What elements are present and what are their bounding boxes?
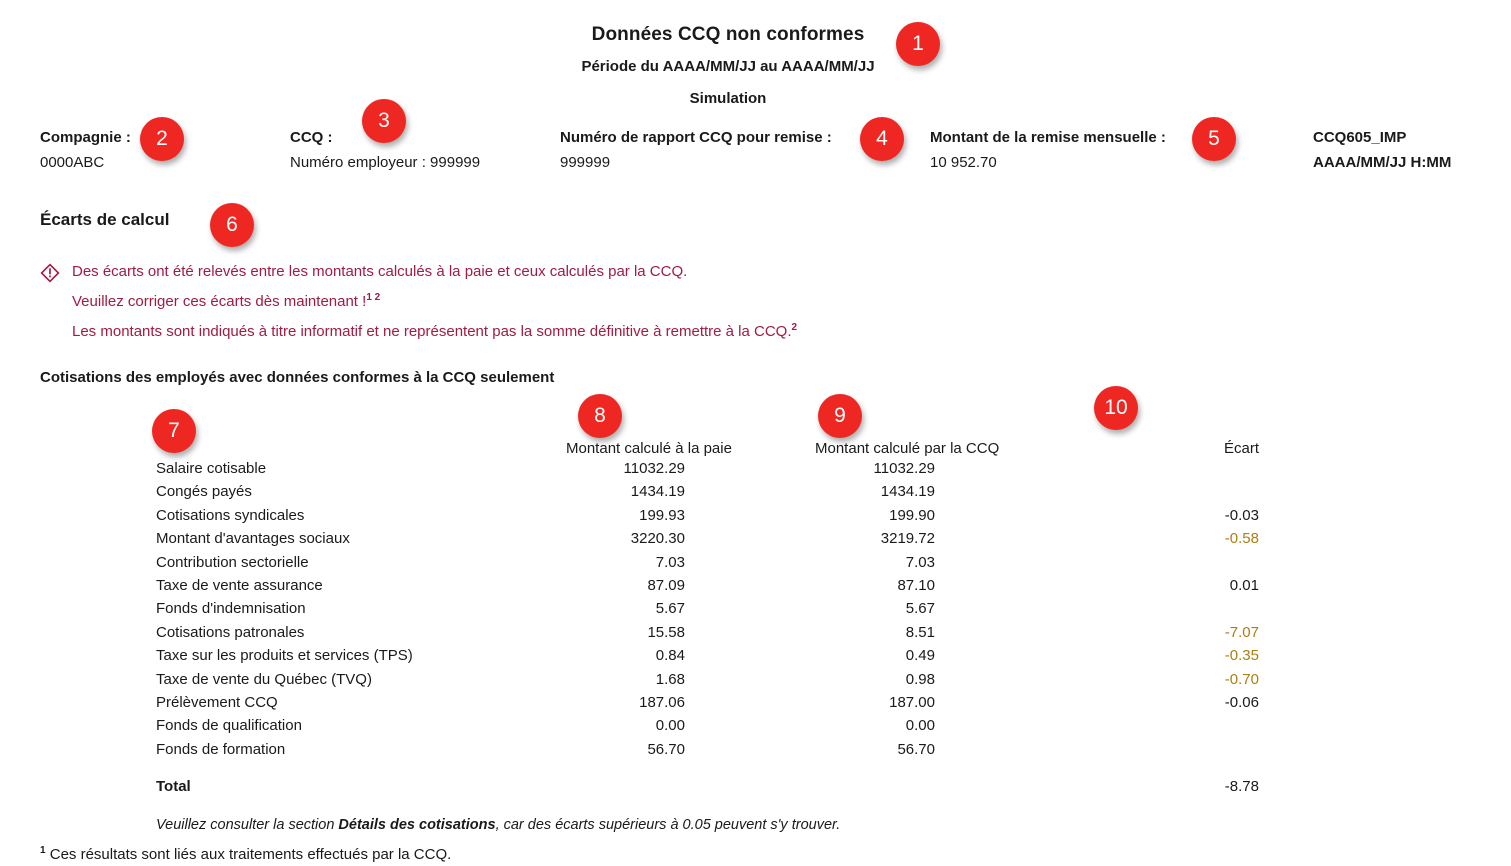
header-value-numero-rapport: 999999 [560,154,611,171]
cell-ecart: 0.01 [1229,577,1259,595]
cell-name: Contribution sectorielle [156,553,309,571]
cell-tail [1259,457,1511,480]
cell-montant-paie: 5.67 [655,600,685,618]
cell-name: Fonds d'indemnisation [156,600,306,618]
footnote-ref: 2 [791,322,798,333]
table-row [0,480,1511,503]
cell-montant-paie: 199.93 [639,506,685,524]
row-indent [0,457,156,480]
cell-montant-ccq: 5.67 [905,600,935,618]
cell-gap-1 [685,527,815,550]
table-row [0,597,1511,620]
cell-gap-1 [685,668,815,691]
row-indent [0,527,156,550]
cell-ecart [1139,457,1259,480]
cell-gap-2 [935,527,1139,550]
table-row [0,504,1511,527]
header-label-ccq: CCQ : [290,129,333,146]
cell-tail [1259,480,1511,503]
table-row [0,574,1511,597]
warning-row [40,322,797,352]
report-code: CCQ605_IMP [1313,129,1407,146]
cell-gap-2 [935,761,1139,812]
cell-gap-1 [685,738,815,761]
cell-gap-1 [685,504,815,527]
row-indent [0,738,156,761]
cell-name: Cotisations syndicales [156,506,305,524]
row-indent [0,504,156,527]
table-row [0,668,1511,691]
cell-montant-paie: 0.00 [655,717,685,735]
row-indent [0,597,156,620]
cell-gap-1 [685,714,815,737]
cell-tail [1259,504,1511,527]
table-note-row [0,812,1511,833]
cell-tail [1259,668,1511,691]
column-header-name [156,440,566,457]
callout-badge-7: 7 [152,409,196,453]
cell-tail [1259,714,1511,737]
cell-montant-paie: 187.06 [639,694,685,712]
row-indent [0,644,156,667]
row-indent [0,668,156,691]
row-indent [0,551,156,574]
cell-gap-1 [685,480,815,503]
callout-badge-9: 9 [818,394,862,438]
cell-montant-ccq: 8.51 [905,623,935,641]
cell-gap-2 [935,621,1139,644]
cell-gap-1 [685,621,815,644]
ecarts-table [0,440,1511,833]
cell-name: Fonds de formation [156,740,286,758]
callout-badge-4: 4 [860,117,904,161]
row-indent [0,761,156,812]
cell-ecart: -0.35 [1224,647,1259,665]
cell-tail [1259,621,1511,644]
cell-gap-2 [935,480,1139,503]
cell-gap-1 [685,761,815,812]
cell-gap-2 [935,738,1139,761]
cell-ecart [1139,480,1259,503]
cell-tail [1259,738,1511,761]
callout-badge-8: 8 [578,394,622,438]
warning-row [40,262,797,292]
cell-name: Cotisations patronales [156,623,305,641]
footnote-marker: 1 [40,845,46,856]
table-header-spacer [0,440,156,457]
cell-gap-1 [685,597,815,620]
cell-gap-1 [685,691,815,714]
callout-badge-2: 2 [140,117,184,161]
cell-montant-ccq: 0.49 [905,647,935,665]
row-indent [0,812,156,833]
cell-montant-paie: 3220.30 [630,530,685,548]
cell-total-ecart: -8.78 [1224,778,1259,796]
table-note [156,812,1511,833]
warning-diamond-icon [40,263,60,283]
cell-montant-paie: 56.70 [647,740,685,758]
table-header-row [0,440,1511,457]
column-header-montant-ccq: Montant calculé par la CCQ [815,440,1000,457]
header-label-numero-rapport: Numéro de rapport CCQ pour remise : [560,129,832,146]
row-indent [0,621,156,644]
cell-name: Montant d'avantages sociaux [156,530,350,548]
cell-montant-paie: 1434.19 [630,483,685,501]
cell-gap-2 [935,668,1139,691]
cell-gap-2 [935,597,1139,620]
row-indent [0,691,156,714]
table-row [0,738,1511,761]
table-row [0,714,1511,737]
cell-tail [1259,644,1511,667]
warning-text-2: Veuillez corriger ces écarts dès maintenant !$^{1 2}$ [72,292,381,310]
cell-name: Taxe sur les produits et services (TPS) [156,647,413,665]
table-row [0,551,1511,574]
cell-total-paie [566,761,685,812]
callout-badge-5: 5 [1192,117,1236,161]
callout-badge-1: 1 [896,22,940,66]
row-indent [0,480,156,503]
column-header-ecart: Écart [1223,440,1259,457]
cell-montant-ccq: 199.90 [889,506,935,524]
table-note-text: Veuillez consulter la section Détails des cotisations, car des écarts supérieurs à 0.05 peuvent s'y trouver. [156,817,841,834]
table-row [0,527,1511,550]
cell-total-ccq [815,761,935,812]
cell-tail [1259,551,1511,574]
cell-gap-1 [685,574,815,597]
cell-gap-2 [935,551,1139,574]
cell-ecart: -7.07 [1224,623,1259,641]
cell-tail [1259,527,1511,550]
cell-ecart [1139,738,1259,761]
header-label-compagnie: Compagnie : [40,129,131,146]
table-row [0,691,1511,714]
cell-gap-2 [935,691,1139,714]
cell-montant-ccq: 1434.19 [880,483,935,501]
cell-name: Taxe de vente assurance [156,577,323,595]
cell-gap-2 [935,574,1139,597]
cell-montant-ccq: 3219.72 [880,530,935,548]
page-title: Données CCQ non conformes [591,24,865,45]
cell-ecart: -0.58 [1224,530,1259,548]
document-period: Période du AAAA/MM/JJ au AAAA/MM/JJ [581,58,875,75]
cell-name: Taxe de vente du Québec (TVQ) [156,670,372,688]
cell-montant-paie: 11032.29 [623,460,685,477]
cell-montant-paie: 15.58 [647,623,685,641]
cell-ecart: -0.70 [1224,670,1259,688]
callout-badge-3: 3 [362,99,406,143]
cell-montant-ccq: 56.70 [897,740,935,758]
row-indent [0,714,156,737]
table-caption: Cotisations des employés avec données conformes à la CCQ seulement [40,369,555,386]
cell-gap-1 [685,457,815,480]
table-row [0,457,1511,480]
cell-gap-2 [935,714,1139,737]
table-note-emphasis: Détails des cotisations [338,817,496,834]
cell-ecart: -0.03 [1224,506,1259,524]
footnote-text: Ces résultats sont liés aux traitements effectués par la CCQ. [49,846,452,863]
warning-row [40,292,797,322]
section-heading-ecarts-de-calcul: Écarts de calcul [40,210,170,229]
callout-badge-6: 6 [210,203,254,247]
cell-gap-2 [935,457,1139,480]
report-timestamp: AAAA/MM/JJ H:MM [1313,154,1452,171]
table-tail [1259,440,1511,457]
cell-gap-2 [935,644,1139,667]
footnote-ref: 1 2 [366,292,381,303]
cell-ecart [1139,597,1259,620]
cell-gap-1 [685,551,815,574]
table-body [0,457,1511,833]
cell-montant-ccq: 187.00 [889,694,935,712]
cell-montant-ccq: 0.00 [905,717,935,735]
cell-name: Prélèvement CCQ [156,694,278,712]
cell-montant-ccq: 7.03 [905,553,935,571]
cell-ecart [1139,714,1259,737]
header-value-compagnie: 0000ABC [40,154,105,171]
document-mode: Simulation [689,90,767,107]
cell-tail [1259,574,1511,597]
cell-tail [1259,597,1511,620]
cell-ecart [1139,551,1259,574]
cell-name: Fonds de qualification [156,717,302,735]
cell-montant-ccq: 0.98 [905,670,935,688]
cell-gap-2 [935,504,1139,527]
cell-total-label: Total [156,778,191,796]
footnote-1 [40,846,451,863]
cell-name: Congés payés [156,483,252,501]
cell-tail [1259,691,1511,714]
cell-ecart: -0.06 [1224,694,1259,712]
warning-text-3: Les montants sont indiqués à titre informatif et ne représentent pas la somme définitive à remettre à la CCQ.$^2$ [72,322,798,340]
column-header-montant-paie: Montant calculé à la paie [566,440,732,457]
header-value-montant-remise: 10 952.70 [930,154,997,171]
cell-montant-paie: 0.84 [655,647,685,665]
cell-name: Salaire cotisable [156,460,267,477]
table-row [0,621,1511,644]
callout-badge-10: 10 [1094,386,1138,430]
cell-tail [1259,761,1511,812]
cell-gap-1 [685,644,815,667]
table-row [0,644,1511,667]
header-value-ccq: Numéro employeur : 999999 [290,154,481,171]
warning-text-1: Des écarts ont été relevés entre les montants calculés à la paie et ceux calculés par la CCQ. [72,263,688,280]
row-indent [0,574,156,597]
warning-block [40,262,797,352]
cell-montant-paie: 1.68 [655,670,685,688]
cell-montant-paie: 87.09 [647,577,685,595]
header-label-montant-remise: Montant de la remise mensuelle : [930,129,1166,146]
cell-montant-ccq: 11032.29 [873,460,935,477]
cell-montant-paie: 7.03 [655,553,685,571]
table-total-row [0,761,1511,812]
cell-montant-ccq: 87.10 [897,577,935,595]
